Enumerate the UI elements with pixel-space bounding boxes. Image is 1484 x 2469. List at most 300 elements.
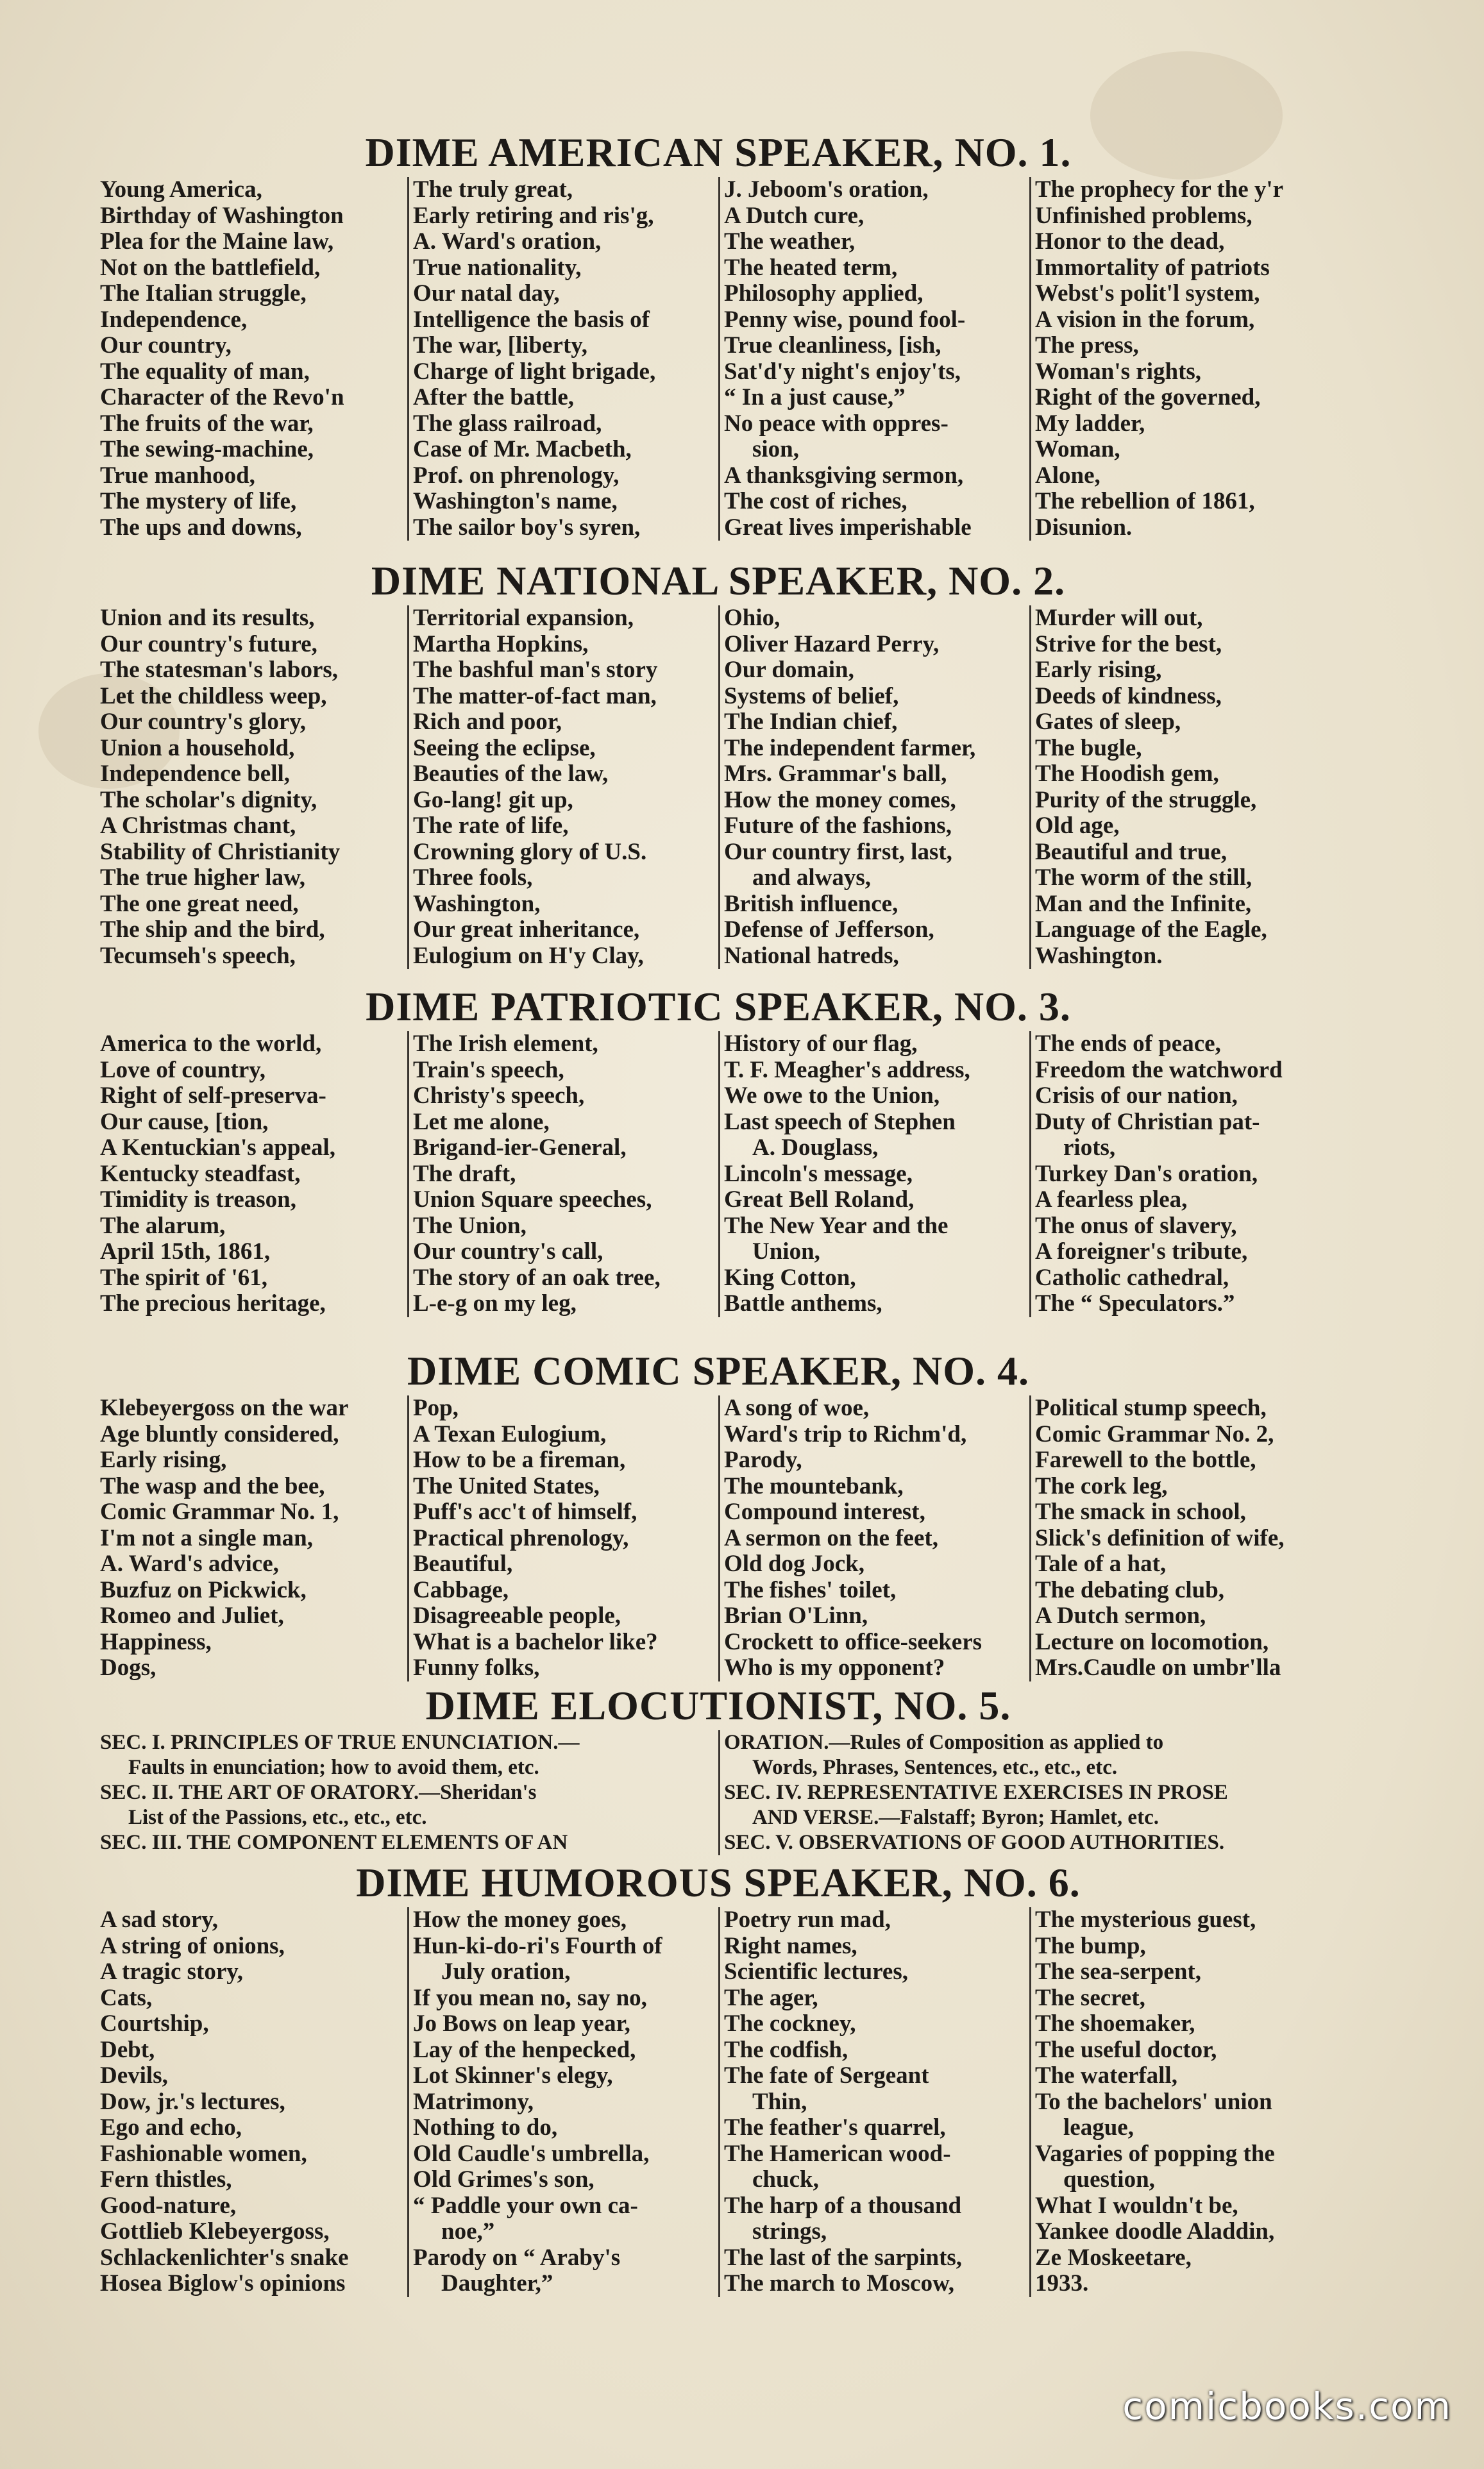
speech-title: Early retiring and ris'g, bbox=[413, 203, 654, 229]
speech-title: Immortality of patriots bbox=[1035, 255, 1270, 281]
site-watermark: comicbooks.com bbox=[1122, 2384, 1452, 2428]
speech-title: Our country's call, bbox=[413, 1239, 603, 1265]
speech-title: The ups and downs, bbox=[100, 514, 302, 541]
speech-title: If you mean no, say no, bbox=[413, 1985, 647, 2011]
speech-title: The fate of Sergeant bbox=[724, 2063, 929, 2089]
speech-title: L-e-g on my leg, bbox=[413, 1291, 577, 1317]
speech-title: Courtship, bbox=[100, 2011, 209, 2037]
speech-title: Let me alone, bbox=[413, 1109, 550, 1135]
speech-title: Hosea Biglow's opinions bbox=[100, 2271, 346, 2296]
speech-title: A sad story, bbox=[100, 1907, 219, 1933]
speech-title: The Hamerican wood- bbox=[724, 2141, 951, 2167]
speech-title: Matrimony, bbox=[413, 2089, 534, 2115]
speech-title: Old Caudle's umbrella, bbox=[413, 2141, 650, 2167]
speech-title: British influence, bbox=[724, 891, 898, 917]
speech-title: Defense of Jefferson, bbox=[724, 917, 934, 943]
speech-title: The wasp and the bee, bbox=[100, 1473, 325, 1499]
speech-title: Timidity is treason, bbox=[100, 1187, 296, 1213]
speech-title: sion, bbox=[752, 437, 800, 462]
speech-title: July oration, bbox=[441, 1959, 571, 1985]
speech-title: The ager, bbox=[724, 1985, 818, 2011]
speech-title: Kentucky steadfast, bbox=[100, 1161, 301, 1187]
speech-title: The mystery of life, bbox=[100, 489, 297, 514]
speech-title: A Dutch sermon, bbox=[1035, 1603, 1206, 1629]
speech-title: Independence bell, bbox=[100, 761, 291, 787]
speech-title: The independent farmer, bbox=[724, 735, 976, 761]
speech-title: The statesman's labors, bbox=[100, 657, 339, 683]
speech-title: A fearless plea, bbox=[1035, 1187, 1188, 1213]
speech-title: Language of the Eagle, bbox=[1035, 917, 1267, 943]
speech-title: Yankee doodle Aladdin, bbox=[1035, 2219, 1275, 2245]
speech-title: Territorial expansion, bbox=[413, 605, 634, 631]
speech-title: The ends of peace, bbox=[1035, 1031, 1221, 1057]
speech-title: A Kentuckian's appeal, bbox=[100, 1135, 336, 1161]
speech-title: strings, bbox=[752, 2219, 827, 2245]
speech-title: Seeing the eclipse, bbox=[413, 735, 596, 761]
speech-title: Vagaries of popping the bbox=[1035, 2141, 1275, 2167]
speech-title: Good-nature, bbox=[100, 2193, 237, 2219]
speech-title: Old dog Jock, bbox=[724, 1551, 864, 1577]
speech-title: Charge of light brigade, bbox=[413, 358, 656, 385]
speech-title: Ze Moskeetare, bbox=[1035, 2245, 1192, 2271]
speech-title: Comic Grammar No. 2, bbox=[1035, 1421, 1274, 1447]
section-dime-humorous-speaker bbox=[96, 1858, 1340, 2297]
speech-title: Independence, bbox=[100, 307, 248, 333]
section-title: DIME PATRIOTIC SPEAKER, NO. 3. bbox=[366, 984, 1071, 1029]
title-columns bbox=[96, 177, 1340, 541]
speech-title: A. Ward's advice, bbox=[100, 1551, 279, 1577]
speech-title: Crockett to office-seekers bbox=[724, 1629, 982, 1655]
speech-title: Birthday of Washington bbox=[100, 203, 344, 229]
speech-title: Case of Mr. Macbeth, bbox=[413, 437, 632, 462]
speech-title: The scholar's dignity, bbox=[100, 787, 317, 813]
speech-title: Union and its results, bbox=[100, 605, 315, 631]
speech-title: History of our flag, bbox=[724, 1031, 918, 1057]
speech-title: A string of onions, bbox=[100, 1933, 285, 1959]
speech-title: The spirit of '61, bbox=[100, 1265, 268, 1291]
speech-title: The sea-serpent, bbox=[1035, 1959, 1201, 1985]
speech-title: Practical phrenology, bbox=[413, 1525, 629, 1551]
speech-title: Washington. bbox=[1035, 943, 1163, 969]
speech-title: Alone, bbox=[1035, 462, 1100, 489]
title-column bbox=[407, 1907, 718, 2297]
speech-title: Crisis of our nation, bbox=[1035, 1083, 1238, 1109]
speech-title: How the money goes, bbox=[413, 1907, 627, 1933]
speech-title: The alarum, bbox=[100, 1213, 226, 1239]
speech-title: The smack in school, bbox=[1035, 1499, 1246, 1525]
title-column bbox=[1029, 177, 1340, 541]
speech-title: Disunion. bbox=[1035, 514, 1133, 541]
speech-title: Turkey Dan's oration, bbox=[1035, 1161, 1258, 1187]
speech-title: The cost of riches, bbox=[724, 489, 907, 514]
speech-title: Rich and poor, bbox=[413, 709, 562, 735]
speech-title: The rate of life, bbox=[413, 813, 569, 839]
section-dime-elocutionist bbox=[96, 1681, 1340, 1855]
speech-title: Ego and echo, bbox=[100, 2115, 242, 2141]
speech-title: The draft, bbox=[413, 1161, 516, 1187]
speech-title: Battle anthems, bbox=[724, 1291, 882, 1317]
title-column bbox=[718, 1031, 1029, 1317]
speech-title: The mysterious guest, bbox=[1035, 1907, 1256, 1933]
speech-title: The truly great, bbox=[413, 177, 573, 203]
speech-title: Fern thistles, bbox=[100, 2167, 232, 2193]
speech-title: True manhood, bbox=[100, 462, 255, 489]
speech-title: Brian O'Linn, bbox=[724, 1603, 868, 1629]
speech-title: The prophecy for the y'r bbox=[1035, 177, 1284, 203]
section-dime-patriotic-speaker bbox=[96, 982, 1340, 1317]
speech-title: A Texan Eulogium, bbox=[413, 1421, 607, 1447]
speech-title: A tragic story, bbox=[100, 1959, 243, 1985]
speech-title: The rebellion of 1861, bbox=[1035, 489, 1255, 514]
speech-title: A sermon on the feet, bbox=[724, 1525, 938, 1551]
speech-title: Buzfuz on Pickwick, bbox=[100, 1577, 307, 1603]
speech-title: The secret, bbox=[1035, 1985, 1145, 2011]
speech-title: National hatreds, bbox=[724, 943, 899, 969]
speech-title: Parody, bbox=[724, 1447, 802, 1473]
speech-title: The sailor boy's syren, bbox=[413, 514, 641, 541]
speech-title: Man and the Infinite, bbox=[1035, 891, 1252, 917]
speech-title: A. Ward's oration, bbox=[413, 229, 602, 255]
speech-title: The Italian struggle, bbox=[100, 281, 307, 307]
speech-title: league, bbox=[1063, 2115, 1134, 2141]
speech-title: The fishes' toilet, bbox=[724, 1577, 897, 1603]
speech-title: Strive for the best, bbox=[1035, 631, 1222, 657]
speech-title: riots, bbox=[1063, 1135, 1116, 1161]
speech-title: Washington's name, bbox=[413, 489, 618, 514]
speech-title: Catholic cathedral, bbox=[1035, 1265, 1229, 1291]
speech-title: The “ Speculators.” bbox=[1035, 1291, 1235, 1317]
speech-title: The debating club, bbox=[1035, 1577, 1225, 1603]
speech-title: The feather's quarrel, bbox=[724, 2115, 946, 2141]
speech-title: Union a household, bbox=[100, 735, 295, 761]
speech-title: Thin, bbox=[752, 2089, 807, 2115]
speech-title: Lot Skinner's elegy, bbox=[413, 2063, 613, 2089]
title-columns bbox=[96, 1907, 1340, 2297]
speech-title: Farewell to the bottle, bbox=[1035, 1447, 1256, 1473]
title-column bbox=[96, 1907, 407, 2297]
title-column bbox=[96, 1395, 407, 1681]
speech-title: Our country, bbox=[100, 333, 232, 358]
speech-title: The weather, bbox=[724, 229, 856, 255]
speech-title: Martha Hopkins, bbox=[413, 631, 589, 657]
speech-title: Tale of a hat, bbox=[1035, 1551, 1167, 1577]
speech-title: Prof. on phrenology, bbox=[413, 462, 620, 489]
speech-title: King Cotton, bbox=[724, 1265, 856, 1291]
speech-title: Character of the Revo'n bbox=[100, 385, 344, 410]
speech-title: Plea for the Maine law, bbox=[100, 229, 334, 255]
speech-title: The Irish element, bbox=[413, 1031, 598, 1057]
speech-title: Slick's definition of wife, bbox=[1035, 1525, 1285, 1551]
speech-title: The Union, bbox=[413, 1213, 527, 1239]
title-column bbox=[407, 605, 718, 969]
speech-title: Right of the governed, bbox=[1035, 385, 1261, 410]
section-title: DIME NATIONAL SPEAKER, NO. 2. bbox=[371, 558, 1066, 603]
speech-title: Romeo and Juliet, bbox=[100, 1603, 284, 1629]
speech-title: Stability of Christianity bbox=[100, 839, 341, 865]
speech-title: The equality of man, bbox=[100, 358, 310, 385]
speech-title: The matter-of-fact man, bbox=[413, 683, 657, 709]
speech-title: Woman, bbox=[1035, 437, 1120, 462]
speech-title: Freedom the watchword bbox=[1035, 1057, 1283, 1083]
speech-title: Murder will out, bbox=[1035, 605, 1203, 631]
speech-title: How to be a fireman, bbox=[413, 1447, 626, 1473]
speech-title: The codfish, bbox=[724, 2037, 848, 2063]
speech-title: Beautiful and true, bbox=[1035, 839, 1227, 865]
title-column bbox=[407, 1031, 718, 1317]
speech-title: The bashful man's story bbox=[413, 657, 658, 683]
speech-title: Tecumseh's speech, bbox=[100, 943, 296, 969]
speech-title: Schlackenlichter's snake bbox=[100, 2245, 349, 2271]
speech-title: The press, bbox=[1035, 333, 1139, 358]
speech-title: What I wouldn't be, bbox=[1035, 2193, 1238, 2219]
speech-title: Train's speech, bbox=[413, 1057, 564, 1083]
speech-title: Nothing to do, bbox=[413, 2115, 558, 2141]
speech-title: Unfinished problems, bbox=[1035, 203, 1252, 229]
speech-title: SEC. V. OBSERVATIONS OF GOOD AUTHORITIES. bbox=[724, 1831, 1225, 1854]
speech-title: Daughter,” bbox=[441, 2271, 553, 2296]
speech-title: After the battle, bbox=[413, 385, 575, 410]
speech-title: Old Grimes's son, bbox=[413, 2167, 594, 2193]
speech-title: Happiness, bbox=[100, 1629, 212, 1655]
speech-title: Webst's polit'l system, bbox=[1035, 281, 1260, 307]
speech-title: Christy's speech, bbox=[413, 1083, 585, 1109]
speech-title: Honor to the dead, bbox=[1035, 229, 1225, 255]
speech-title: question, bbox=[1063, 2167, 1155, 2193]
speech-title: The last of the sarpints, bbox=[724, 2245, 963, 2271]
speech-title: Compound interest, bbox=[724, 1499, 925, 1525]
speech-title: Our country's future, bbox=[100, 631, 317, 657]
speech-title: Gottlieb Klebeyergoss, bbox=[100, 2219, 330, 2245]
speech-title: Words, Phrases, Sentences, etc., etc., etc. bbox=[752, 1756, 1118, 1779]
speech-title: ORATION.—Rules of Composition as applied to bbox=[724, 1731, 1164, 1754]
speech-title: True cleanliness, [ish, bbox=[724, 333, 941, 358]
speech-title: SEC. IV. REPRESENTATIVE EXERCISES IN PROSE bbox=[724, 1781, 1228, 1804]
speech-title: Young America, bbox=[100, 177, 262, 203]
speech-title: The Hoodish gem, bbox=[1035, 761, 1219, 787]
title-column bbox=[1029, 1907, 1340, 2297]
speech-title: Gates of sleep, bbox=[1035, 709, 1181, 735]
speech-title: A song of woe, bbox=[724, 1395, 870, 1421]
speech-title: Penny wise, pound fool- bbox=[724, 307, 966, 333]
speech-title: I'm not a single man, bbox=[100, 1525, 314, 1551]
section-dime-national-speaker bbox=[96, 557, 1340, 969]
title-column bbox=[718, 1907, 1029, 2297]
speech-title: Philosophy applied, bbox=[724, 281, 923, 307]
speech-title: Crowning glory of U.S. bbox=[413, 839, 647, 865]
speech-title: The cork leg, bbox=[1035, 1473, 1168, 1499]
speech-title: Cats, bbox=[100, 1985, 153, 2011]
speech-title: The onus of slavery, bbox=[1035, 1213, 1237, 1239]
title-column bbox=[718, 605, 1029, 969]
speech-title: Old age, bbox=[1035, 813, 1120, 839]
section-title: DIME HUMOROUS SPEAKER, NO. 6. bbox=[356, 1860, 1081, 1905]
speech-title: The one great need, bbox=[100, 891, 299, 917]
speech-title: How the money comes, bbox=[724, 787, 956, 813]
title-column bbox=[96, 1730, 718, 1855]
speech-title: The heated term, bbox=[724, 255, 898, 281]
speech-title: T. F. Meagher's address, bbox=[724, 1057, 970, 1083]
speech-title: Our domain, bbox=[724, 657, 854, 683]
title-column bbox=[96, 177, 407, 541]
speech-title: Parody on “ Araby's bbox=[413, 2245, 621, 2271]
speech-title: Our country first, last, bbox=[724, 839, 952, 865]
speech-title: The true higher law, bbox=[100, 865, 305, 891]
section-title: DIME ELOCUTIONIST, NO. 5. bbox=[425, 1683, 1011, 1728]
speech-title: The war, [liberty, bbox=[413, 333, 588, 358]
speech-title: Lincoln's message, bbox=[724, 1161, 913, 1187]
title-column bbox=[1029, 1395, 1340, 1681]
speech-title: To the bachelors' union bbox=[1035, 2089, 1272, 2115]
speech-title: Age bluntly considered, bbox=[100, 1421, 339, 1447]
title-column bbox=[1029, 1031, 1340, 1317]
speech-title: Scientific lectures, bbox=[724, 1959, 909, 1985]
speech-title: Right names, bbox=[724, 1933, 857, 1959]
speech-title: Faults in enunciation; how to avoid them, etc. bbox=[128, 1756, 539, 1779]
speech-title: Woman's rights, bbox=[1035, 358, 1202, 385]
speech-title: Our natal day, bbox=[413, 281, 560, 307]
speech-title: Our great inheritance, bbox=[413, 917, 640, 943]
speech-title: J. Jeboom's oration, bbox=[724, 177, 929, 203]
speech-title: Great lives imperishable bbox=[724, 514, 972, 541]
speech-title: Early rising, bbox=[1035, 657, 1162, 683]
speech-title: Duty of Christian pat- bbox=[1035, 1109, 1260, 1135]
title-column bbox=[96, 605, 407, 969]
speech-title: Hun-ki-do-ri's Fourth of bbox=[413, 1933, 662, 1959]
speech-title: The bugle, bbox=[1035, 735, 1142, 761]
speech-title: True nationality, bbox=[413, 255, 582, 281]
speech-title: List of the Passions, etc., etc., etc. bbox=[128, 1806, 427, 1829]
title-column bbox=[1029, 605, 1340, 969]
speech-title: Political stump speech, bbox=[1035, 1395, 1267, 1421]
speech-title: Washington, bbox=[413, 891, 541, 917]
speech-title: A Christmas chant, bbox=[100, 813, 296, 839]
title-column bbox=[407, 1395, 718, 1681]
speech-title: Dogs, bbox=[100, 1655, 156, 1681]
speech-title: The story of an oak tree, bbox=[413, 1265, 661, 1291]
speech-title: Our country's glory, bbox=[100, 709, 307, 735]
speech-title: The United States, bbox=[413, 1473, 600, 1499]
speech-title: April 15th, 1861, bbox=[100, 1239, 271, 1265]
speech-title: Let the childless weep, bbox=[100, 683, 327, 709]
speech-title: The mountebank, bbox=[724, 1473, 904, 1499]
speech-title: Our cause, [tion, bbox=[100, 1109, 269, 1135]
section-title: DIME COMIC SPEAKER, NO. 4. bbox=[407, 1348, 1030, 1394]
speech-title: Brigand-ier-General, bbox=[413, 1135, 627, 1161]
speech-title: Lecture on locomotion, bbox=[1035, 1629, 1269, 1655]
speech-title: A. Douglass, bbox=[752, 1135, 879, 1161]
speech-title: Pop, bbox=[413, 1395, 459, 1421]
speech-title: chuck, bbox=[752, 2167, 819, 2193]
speech-title: The fruits of the war, bbox=[100, 410, 314, 437]
speech-title: Debt, bbox=[100, 2037, 155, 2063]
speech-title: The worm of the still, bbox=[1035, 865, 1252, 891]
speech-title: Puff's acc't of himself, bbox=[413, 1499, 637, 1525]
speech-title: A vision in the forum, bbox=[1035, 307, 1255, 333]
speech-title: Cabbage, bbox=[413, 1577, 509, 1603]
speech-title: The march to Moscow, bbox=[724, 2271, 954, 2296]
title-column bbox=[407, 177, 718, 541]
title-column bbox=[718, 1730, 1340, 1855]
section-title: DIME AMERICAN SPEAKER, NO. 1. bbox=[365, 130, 1072, 175]
title-columns bbox=[96, 1031, 1340, 1317]
speech-title: Funny folks, bbox=[413, 1655, 540, 1681]
speech-title: Ohio, bbox=[724, 605, 780, 631]
speech-title: SEC. III. THE COMPONENT ELEMENTS OF AN bbox=[100, 1831, 568, 1854]
speech-title: Mrs.Caudle on umbr'lla bbox=[1035, 1655, 1281, 1681]
speech-title: The waterfall, bbox=[1035, 2063, 1177, 2089]
speech-title: Right of self-preserva- bbox=[100, 1083, 326, 1109]
speech-title: A thanksgiving sermon, bbox=[724, 462, 964, 489]
speech-title: Fashionable women, bbox=[100, 2141, 307, 2167]
speech-title: The sewing-machine, bbox=[100, 437, 314, 462]
speech-title: Ward's trip to Richm'd, bbox=[724, 1421, 967, 1447]
speech-title: The shoemaker, bbox=[1035, 2011, 1195, 2037]
speech-title: The New Year and the bbox=[724, 1213, 949, 1239]
speech-title: Go-lang! git up, bbox=[413, 787, 573, 813]
speech-title: Three fools, bbox=[413, 865, 533, 891]
speech-title: Systems of belief, bbox=[724, 683, 899, 709]
speech-title: The useful doctor, bbox=[1035, 2037, 1217, 2063]
speech-title: America to the world, bbox=[100, 1031, 322, 1057]
speech-title: Future of the fashions, bbox=[724, 813, 952, 839]
section-dime-american-speaker bbox=[96, 128, 1340, 541]
speech-title: “ In a just cause,” bbox=[724, 385, 906, 410]
speech-title: Love of country, bbox=[100, 1057, 266, 1083]
speech-title: The ship and the bird, bbox=[100, 917, 325, 943]
speech-title: The bump, bbox=[1035, 1933, 1146, 1959]
speech-title: The precious heritage, bbox=[100, 1291, 326, 1317]
speech-title: Eulogium on H'y Clay, bbox=[413, 943, 644, 969]
speech-title: AND VERSE.—Falstaff; Byron; Hamlet, etc. bbox=[752, 1806, 1159, 1829]
speech-title: Great Bell Roland, bbox=[724, 1187, 915, 1213]
speech-title: “ Paddle your own ca- bbox=[413, 2193, 638, 2219]
speech-title: Klebeyergoss on the war bbox=[100, 1395, 349, 1421]
speech-title: Early rising, bbox=[100, 1447, 227, 1473]
speech-title: noe,” bbox=[441, 2219, 495, 2245]
speech-title: and always, bbox=[752, 865, 872, 891]
title-columns bbox=[96, 1395, 1340, 1681]
speech-title: Jo Bows on leap year, bbox=[413, 2011, 630, 2037]
speech-title: Oliver Hazard Perry, bbox=[724, 631, 940, 657]
speech-title: Last speech of Stephen bbox=[724, 1109, 956, 1135]
speech-title: Beauties of the law, bbox=[413, 761, 609, 787]
speech-title: A foreigner's tribute, bbox=[1035, 1239, 1248, 1265]
speech-title: Union Square speeches, bbox=[413, 1187, 652, 1213]
speech-title: 1933. bbox=[1035, 2271, 1089, 2296]
speech-title: Disagreeable people, bbox=[413, 1603, 621, 1629]
speech-title: Sat'd'y night's enjoy'ts, bbox=[724, 358, 961, 385]
speech-title: No peace with oppres- bbox=[724, 410, 949, 437]
speech-title: SEC. II. THE ART OF ORATORY.—Sheridan's bbox=[100, 1781, 537, 1804]
speech-title: Beautiful, bbox=[413, 1551, 513, 1577]
speech-title: The harp of a thousand bbox=[724, 2193, 962, 2219]
speech-title: Purity of the struggle, bbox=[1035, 787, 1257, 813]
speech-title: Deeds of kindness, bbox=[1035, 683, 1222, 709]
speech-title: What is a bachelor like? bbox=[413, 1629, 658, 1655]
speech-title: Devils, bbox=[100, 2063, 168, 2089]
speech-title: The Indian chief, bbox=[724, 709, 898, 735]
speech-title: Not on the battlefield, bbox=[100, 255, 321, 281]
speech-title: A Dutch cure, bbox=[724, 203, 864, 229]
title-column bbox=[96, 1031, 407, 1317]
speech-title: Comic Grammar No. 1, bbox=[100, 1499, 339, 1525]
speech-title: Lay of the henpecked, bbox=[413, 2037, 636, 2063]
speech-title: Poetry run mad, bbox=[724, 1907, 891, 1933]
speech-title: Mrs. Grammar's ball, bbox=[724, 761, 947, 787]
speech-title: Intelligence the basis of bbox=[413, 307, 650, 333]
speech-title: SEC. I. PRINCIPLES OF TRUE ENUNCIATION.— bbox=[100, 1731, 580, 1754]
speech-title: The glass railroad, bbox=[413, 410, 602, 437]
